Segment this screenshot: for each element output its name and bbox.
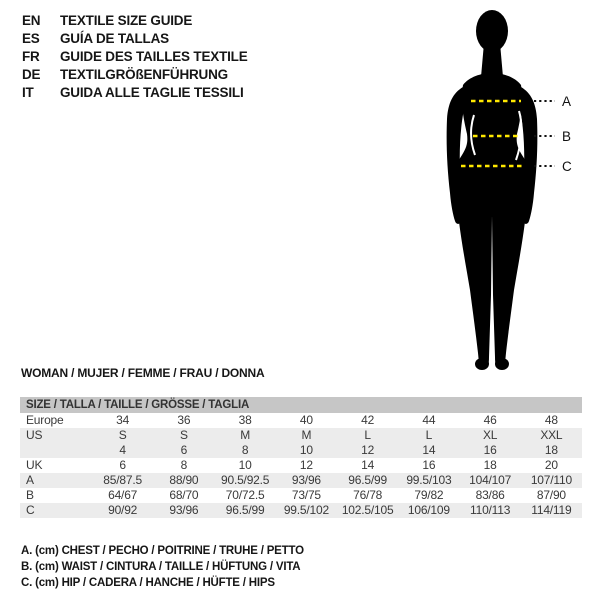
table-cell: 88/90: [169, 473, 199, 487]
table-cell: L: [425, 428, 433, 442]
woman-silhouette: [447, 10, 538, 370]
table-cell: 14: [361, 458, 375, 472]
size-table: [20, 397, 582, 518]
language-label: GUIDE DES TAILLES TEXTILE: [60, 49, 248, 64]
table-cell: 87/90: [536, 488, 566, 502]
table-cell: 110/113: [470, 503, 511, 517]
language-row: [22, 30, 248, 48]
table-row-label: C: [26, 503, 35, 517]
label-A: A: [562, 94, 572, 109]
table-cell: 96.5/99: [225, 503, 265, 517]
category-title: WOMAN / MUJER / FEMME / FRAU / DONNA: [21, 366, 265, 380]
table-cell: S: [179, 428, 188, 442]
table-row: [20, 413, 582, 428]
table-cell: 16: [422, 458, 436, 472]
table-cell: 76/78: [353, 488, 383, 502]
language-code: IT: [22, 85, 34, 100]
table-cell: 38: [238, 413, 252, 427]
table-cell: 93/96: [291, 473, 321, 487]
table-cell: 68/70: [169, 488, 199, 502]
table-cell: 90/92: [108, 503, 138, 517]
table-cell: 20: [544, 458, 558, 472]
table-row-label: [20, 443, 92, 458]
table-row: [20, 428, 582, 443]
table-cell: 79/82: [414, 488, 444, 502]
table-row-label: US: [26, 428, 43, 442]
table-cell: 102.5/105: [341, 503, 394, 517]
legend-line: C. (cm) HIP / CADERA / HANCHE / HÜFTE / HIPS: [21, 577, 275, 589]
table-cell: 83/86: [475, 488, 505, 502]
table-cell: 85/87.5: [103, 473, 142, 487]
table-row: [20, 503, 582, 518]
table-cell: 12: [299, 458, 313, 472]
table-cell: 106/109: [407, 503, 450, 517]
table-cell: M: [240, 428, 251, 442]
table-cell: 8: [241, 443, 249, 457]
table-cell: 93/96: [169, 503, 199, 517]
language-row: [22, 66, 248, 84]
table-cell: 18: [544, 443, 558, 457]
table-row-label: UK: [26, 458, 43, 472]
size-table-body: [20, 413, 582, 518]
table-cell: 104/107: [469, 473, 512, 487]
table-cell: 99.5/103: [406, 473, 452, 487]
table-cell: 34: [116, 413, 130, 427]
woman-silhouette-svg: [417, 5, 582, 371]
language-label: TEXTILGRÖßENFÜHRUNG: [60, 67, 228, 82]
table-cell: 42: [361, 413, 375, 427]
table-row: [20, 458, 582, 473]
legend-line: B. (cm) WAIST / CINTURA / TAILLE / HÜFTUNG / VITA: [21, 561, 301, 573]
table-cell: 8: [180, 458, 188, 472]
table-row-label: Europe: [26, 413, 64, 427]
measurement-legend: [21, 543, 304, 591]
table-cell: 64/67: [108, 488, 138, 502]
language-code: EN: [22, 13, 41, 28]
table-cell: 12: [361, 443, 375, 457]
table-cell: 46: [483, 413, 497, 427]
language-label: GUIDA ALLE TAGLIE TESSILI: [60, 85, 244, 100]
language-code: ES: [22, 31, 40, 46]
table-cell: 96.5/99: [348, 473, 387, 487]
table-cell: 36: [177, 413, 191, 427]
label-B: B: [562, 129, 572, 144]
table-row: [20, 443, 582, 458]
language-row: [22, 48, 248, 66]
table-row-label: A: [26, 473, 34, 487]
table-cell: L: [364, 428, 371, 442]
table-cell: 10: [299, 443, 313, 457]
table-cell: 48: [544, 413, 558, 427]
measure-labels: [562, 94, 572, 174]
table-cell: 6: [180, 443, 188, 457]
legend-line: A. (cm) CHEST / PECHO / POITRINE / TRUHE / PETTO: [21, 545, 304, 557]
language-code: FR: [22, 49, 40, 64]
language-code: DE: [22, 67, 41, 82]
table-cell: 14: [422, 443, 436, 457]
table-cell: XXL: [540, 428, 563, 442]
table-cell: 6: [119, 458, 126, 472]
table-row: [20, 488, 582, 503]
language-row: [22, 84, 248, 102]
size-guide-figure: [417, 5, 582, 371]
table-cell: 4: [119, 443, 126, 457]
table-cell: 73/75: [291, 488, 321, 502]
table-cell: M: [301, 428, 312, 442]
table-row: [20, 473, 582, 488]
table-cell: S: [118, 428, 127, 442]
table-cell: 107/110: [530, 473, 572, 487]
label-C: C: [562, 159, 572, 174]
language-label: TEXTILE SIZE GUIDE: [60, 13, 193, 28]
language-row: [22, 12, 248, 30]
table-cell: 40: [299, 413, 313, 427]
language-label: GUÍA DE TALLAS: [60, 31, 169, 46]
table-cell: 16: [483, 443, 497, 457]
table-cell: 18: [483, 458, 497, 472]
size-table-header: SIZE / TALLA / TAILLE / GRÖSSE / TAGLIA: [20, 397, 582, 413]
table-cell: 99.5/102: [283, 503, 329, 517]
table-cell: XL: [482, 428, 498, 442]
table-cell: 10: [238, 458, 252, 472]
table-cell: 70/72.5: [225, 488, 265, 502]
table-cell: 90.5/92.5: [221, 473, 270, 487]
table-cell: 44: [422, 413, 436, 427]
language-list: [22, 12, 248, 102]
table-row-label: B: [26, 488, 34, 502]
table-cell: 114/119: [531, 503, 572, 517]
